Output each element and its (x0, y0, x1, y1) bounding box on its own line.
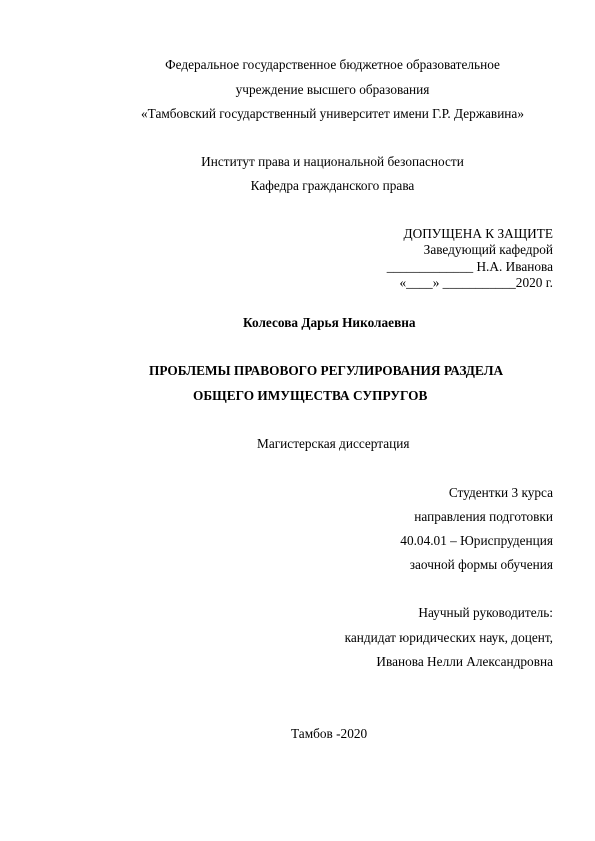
institute-name: Институт права и национальной безопасности (201, 154, 464, 169)
supervisor-label: Научный руководитель: (418, 605, 553, 620)
university-header-line-2: учреждение высшего образования (235, 82, 430, 97)
supervisor-name: Иванова Нелли Александровна (376, 654, 553, 669)
university-header-line-1: Федеральное государственное бюджетное образовательное (165, 57, 500, 72)
student-course: Студентки 3 курса (448, 485, 553, 500)
student-direction-code: 40.04.01 – Юриспруденция (400, 533, 553, 548)
supervisor-degree: кандидат юридических наук, доцент, (344, 630, 553, 645)
city-year: Тамбов -2020 (291, 726, 368, 741)
approval-role: Заведующий кафедрой (423, 242, 553, 257)
approval-signature: _____________ Н.А. Иванова (386, 259, 553, 274)
approval-date: «____» ___________2020 г. (399, 275, 553, 290)
approval-title: ДОПУЩЕНА К ЗАЩИТЕ (403, 226, 553, 241)
university-name: «Тамбовский государственный университет имени Г.Р. Державина» (141, 106, 524, 121)
thesis-title-line-1: ПРОБЛЕМЫ ПРАВОВОГО РЕГУЛИРОВАНИЯ РАЗДЕЛА (149, 363, 504, 378)
department-name: Кафедра гражданского права (250, 178, 415, 193)
author-name: Колесова Дарья Николаевна (243, 315, 416, 330)
thesis-type: Магистерская диссертация (257, 436, 410, 451)
student-study-form: заочной формы обучения (409, 557, 553, 572)
thesis-title-line-2: ОБЩЕГО ИМУЩЕСТВА СУПРУГОВ (193, 388, 428, 403)
student-direction-label: направления подготовки (414, 509, 553, 524)
